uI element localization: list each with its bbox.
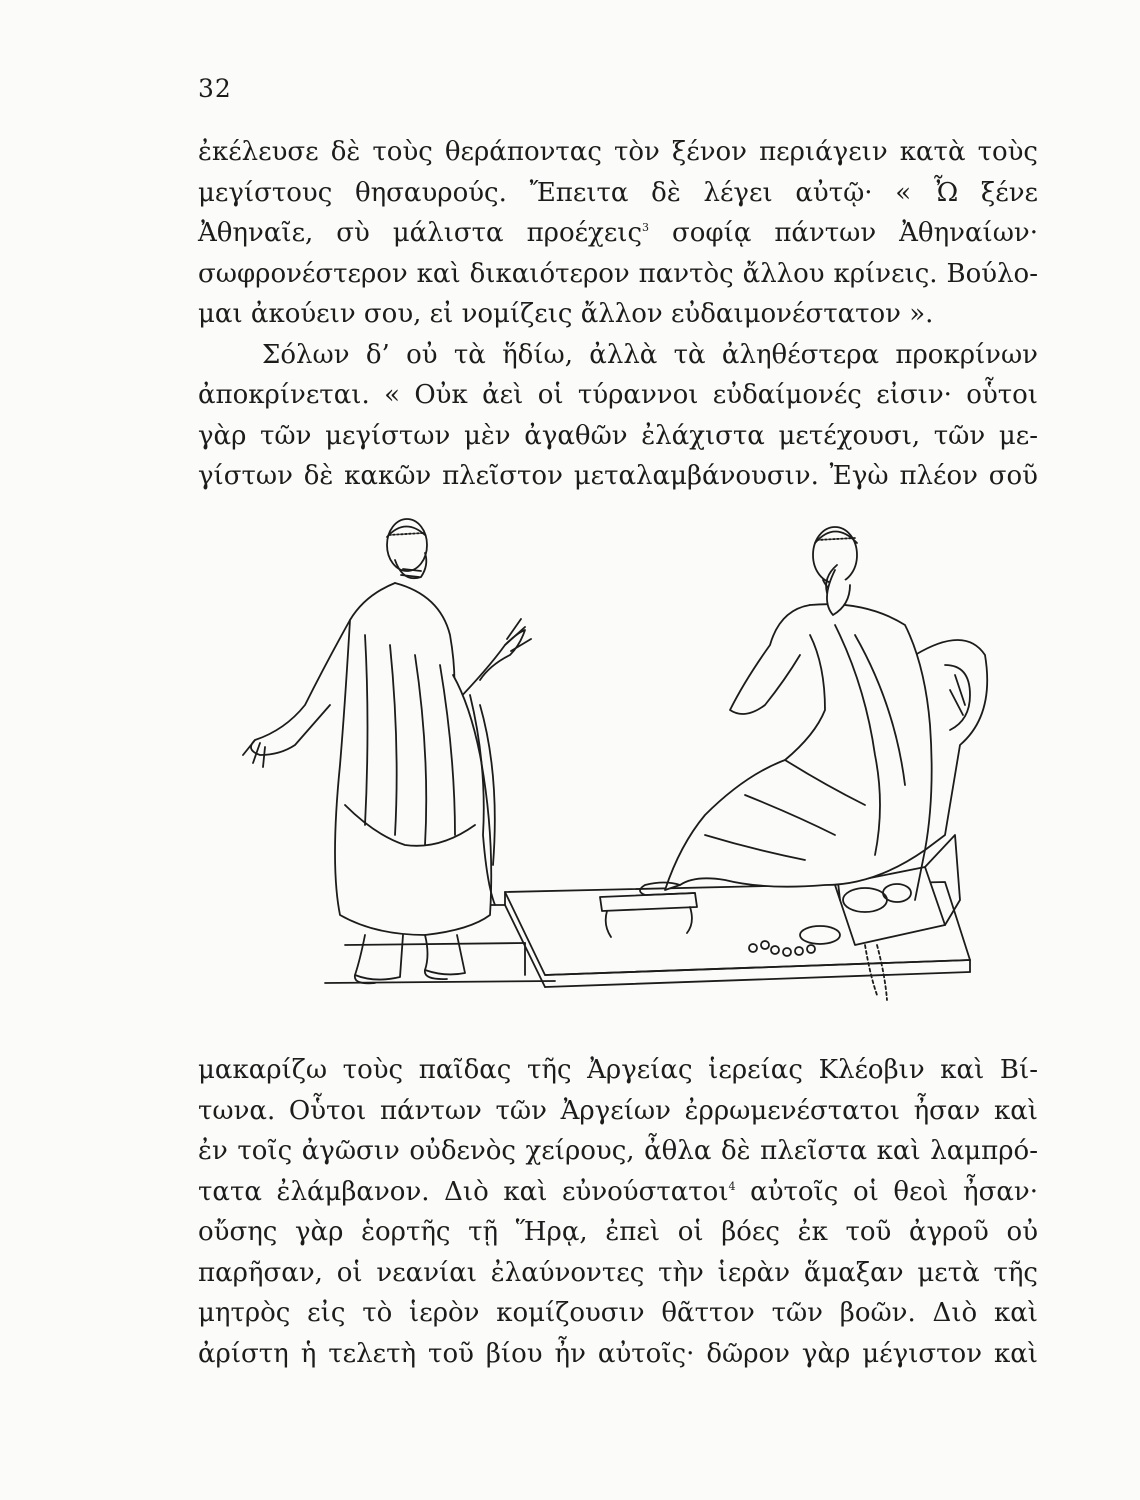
text-line: γὰρ τῶν μεγίστων μὲν ἀγαθῶν ἐλάχιστα μετέχουσι, τῶν με- xyxy=(198,420,1038,451)
page-number: 32 xyxy=(198,74,232,103)
text-fragment: αὐτοῖς οἱ θεοὶ ἦσαν· xyxy=(735,1176,1038,1207)
standing-figure-solon xyxy=(243,519,531,983)
text-line: μακαρίζω τοὺς παῖδας τῆς Ἀργείας ἱερείας Κλέοβιν καὶ Βί- xyxy=(198,1055,1038,1085)
text-line: οὔσης γὰρ ἑορτῆς τῇ Ἥρᾳ, ἐπεὶ οἱ βόες ἐκ τοῦ ἀγροῦ οὐ xyxy=(198,1217,1038,1247)
text-fragment: Ἀθηναῖε, σὺ μάλιστα προέχεις xyxy=(198,218,643,248)
text-line xyxy=(198,1172,1038,1213)
footnote-marker: 3 xyxy=(642,221,650,234)
text-line: μαι ἀκούειν σου, εἰ νομίζεις ἄλλον εὐδαιμονέστατον ». xyxy=(198,299,934,329)
illustration-solon-and-croesus xyxy=(225,505,1045,1045)
text-line: σωφρονέστερον καὶ δικαιότερον παντὸς ἄλλου κρίνεις. Βούλο- xyxy=(198,258,1038,289)
footnote-marker: 4 xyxy=(728,1179,736,1193)
bottom-paragraph xyxy=(198,1050,1038,1374)
text-line: ἐκέλευσε δὲ τοὺς θεράποντας τὸν ξένον περιάγειν κατὰ τοὺς xyxy=(198,137,1038,167)
text-line: τωνα. Οὗτοι πάντων τῶν Ἀργείων ἐρρωμενέστατοι ἦσαν καὶ xyxy=(198,1095,1038,1126)
text-line: ἀποκρίνεται. « Οὐκ ἀεὶ οἱ τύραννοι εὐδαίμονές εἰσιν· οὗτοι xyxy=(198,380,1038,410)
text-line: ἐν τοῖς ἀγῶσιν οὐδενὸς χείρους, ἆθλα δὲ πλεῖστα καὶ λαμπρό- xyxy=(198,1136,1038,1166)
text-line: παρῆσαν, οἱ νεανίαι ἐλαύνοντες τὴν ἱερὰν ἅμαξαν μετὰ τῆς xyxy=(198,1257,1038,1288)
text-line: ἀρίστη ἡ τελετὴ τοῦ βίου ἦν αὐτοῖς· δῶρον γὰρ μέγιστον καὶ xyxy=(198,1338,1038,1369)
text-fragment: σοφίᾳ πάντων Ἀθηναίων· xyxy=(649,218,1038,248)
seated-king-croesus xyxy=(640,527,932,895)
text-fragment: τατα ἐλάμβανον. Διὸ καὶ εὐνούστατοι xyxy=(198,1176,729,1207)
text-line: μητρὸς εἰς τὸ ἱερὸν κομίζουσιν θᾶττον τῶν βοῶν. Διὸ καὶ xyxy=(198,1298,1038,1328)
text-line xyxy=(198,213,1038,254)
text-line: μεγίστους θησαυρούς. Ἔπειτα δὲ λέγει αὐτῷ· « Ὦ ξένε xyxy=(198,177,1038,208)
text-line: γίστων δὲ κακῶν πλεῖστον μεταλαμβάνουσιν. Ἐγὼ πλέον σοῦ xyxy=(198,461,1038,491)
top-paragraph xyxy=(198,132,1038,497)
text-line: Σόλων δ’ οὐ τὰ ἥδίω, ἀλλὰ τὰ ἀληθέστερα προκρίνων xyxy=(262,339,1038,370)
